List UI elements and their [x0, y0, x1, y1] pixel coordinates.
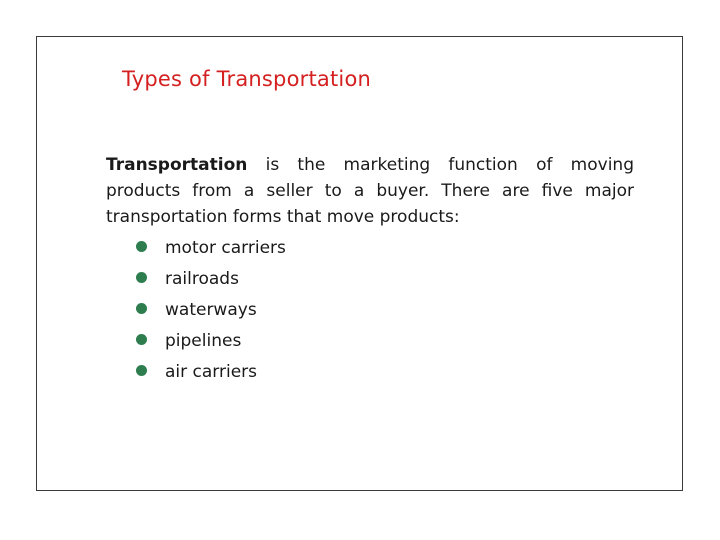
intro-rest: is the marketing function of moving products from a seller to a buyer. There are five major transportation forms that move products: [106, 155, 634, 227]
list-item-label: pipelines [165, 331, 242, 351]
list-item [136, 358, 286, 389]
bullet-icon [136, 334, 147, 345]
list-item-label: railroads [165, 269, 239, 289]
slide-border [36, 36, 683, 491]
list-item-label: motor carriers [165, 238, 286, 258]
bullet-icon [136, 365, 147, 376]
list-item-label: waterways [165, 300, 257, 320]
list-item-label: air carriers [165, 362, 258, 382]
bullet-icon [136, 241, 147, 252]
bullet-icon [136, 303, 147, 314]
intro-paragraph [106, 152, 634, 230]
list-item [136, 296, 286, 327]
transportation-forms-list [136, 234, 286, 389]
slide-title: Types of Transportation [122, 67, 372, 91]
list-item [136, 234, 286, 265]
list-item [136, 327, 286, 358]
bullet-icon [136, 272, 147, 283]
intro-term: Transportation [106, 155, 248, 175]
list-item [136, 265, 286, 296]
